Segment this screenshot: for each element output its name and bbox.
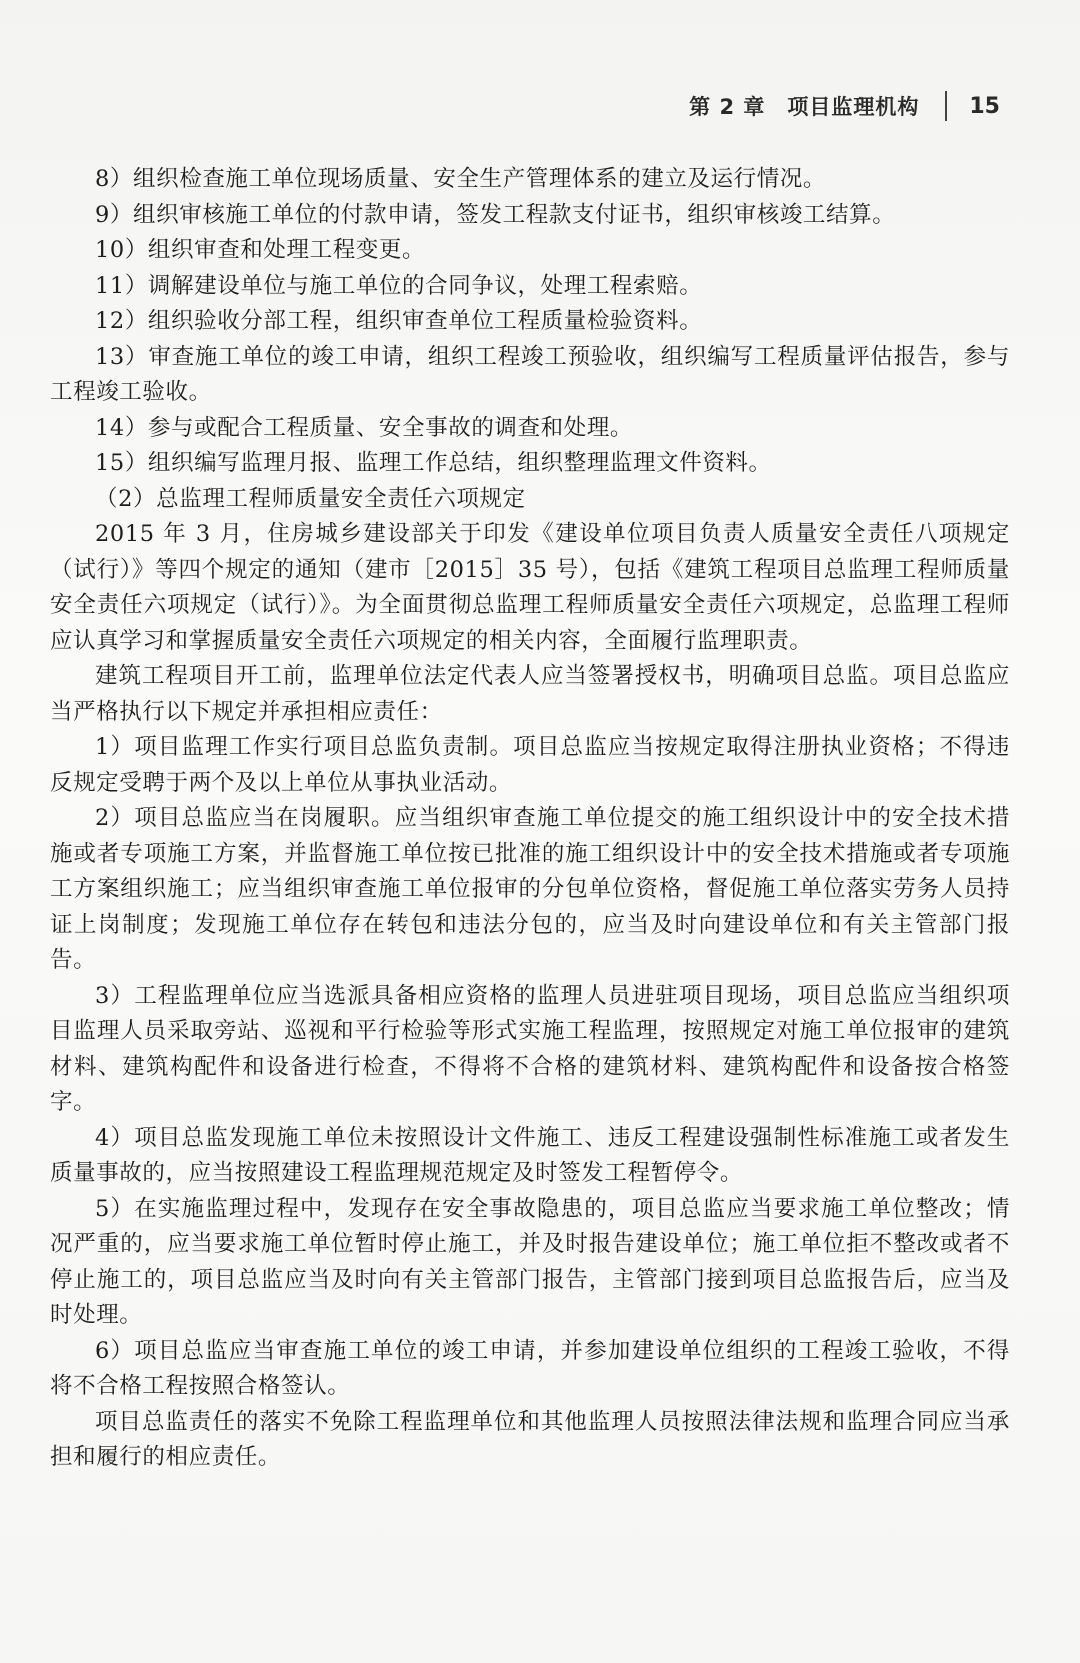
list-item-12: 12）组织验收分部工程，组织审查单位工程质量检验资料。 (95, 308, 703, 334)
rule-item-6: 6）项目总监应当审查施工单位的竣工申请，并参加建设单位组织的工程竣工验收，不得将不合格工程按照合格签认。 (50, 1337, 1010, 1399)
rule-item-1: 1）项目监理工作实行项目总监负责制。项目总监应当按规定取得注册执业资格；不得违反规定受聘于两个及以上单位从事执业活动。 (50, 734, 1010, 796)
chapter-number: 第 2 章 (689, 95, 766, 119)
running-header (689, 86, 1000, 126)
rule-item-5: 5）在实施监理过程中，发现存在安全事故隐患的，项目总监应当要求施工单位整改；情况严重的，应当要求施工单位暂时停止施工，并及时报告建设单位；施工单位拒不整改或者不停止施工的，项目总监应当及时向有关主管部门报告，主管部门接到项目总监报告后，应当及时处理。 (50, 1195, 1010, 1328)
rule-item-3: 3）工程监理单位应当选派具备相应资格的监理人员进驻项目现场，项目总监应当组织项目监理人员采取旁站、巡视和平行检验等形式实施工程监理，按照规定对施工单位报审的建筑材料、建筑构配件和设备进行检查，不得将不合格的建筑材料、建筑构配件和设备按合格签字。 (50, 982, 1010, 1115)
rule-item-4: 4）项目总监发现施工单位未按照设计文件施工、违反工程建设强制性标准施工或者发生质量事故的，应当按照建设工程监理规范规定及时签发工程暂停令。 (50, 1124, 1010, 1186)
page-number: 15 (969, 93, 1000, 119)
header-divider (945, 91, 947, 121)
rule-item-2: 2）项目总监应当在岗履职。应当组织审查施工单位提交的施工组织设计中的安全技术措施或者专项施工方案，并监督施工单位按已批准的施工组织设计中的安全技术措施或者专项施工方案组织施工；应当组织审查施工单位报审的分包单位资格，督促施工单位落实劳务人员持证上岗制度；发现施工单位存在转包和违法分包的，应当及时向建设单位和有关主管部门报告。 (50, 805, 1010, 973)
list-item-10: 10）组织审查和处理工程变更。 (95, 237, 426, 263)
section-heading: （2）总监理工程师质量安全责任六项规定 (95, 485, 526, 512)
paragraph-intro: 建筑工程项目开工前，监理单位法定代表人应当签署授权书，明确项目总监。项目总监应当严格执行以下规定并承担相应责任： (50, 663, 1010, 725)
list-item-8: 8）组织检查施工单位现场质量、安全生产管理体系的建立及运行情况。 (95, 166, 827, 192)
list-item-14: 14）参与或配合工程质量、安全事故的调查和处理。 (95, 414, 634, 441)
body-text (50, 162, 1010, 1476)
paragraph-background: 2015 年 3 月，住房城乡建设部关于印发《建设单位项目负责人质量安全责任八项规定（试行）》等四个规定的通知（建市［2015］35 号），包括《建筑工程项目总监理工程师质量安全责任六项规定（试行）》。为全面贯彻总监理工程师质量安全责任六项规定，总监理工程师应认真学习和掌握质量安全责任六项规定的相关内容，全面履行监理职责。 (50, 521, 1010, 654)
paragraph-conclusion: 项目总监责任的落实不免除工程监理单位和其他监理人员按照法律法规和监理合同应当承担和履行的相应责任。 (50, 1408, 1010, 1470)
list-item-15: 15）组织编写监理月报、监理工作总结，组织整理监理文件资料。 (95, 450, 772, 476)
list-item-9: 9）组织审核施工单位的付款申请，签发工程款支付证书，组织审核竣工结算。 (95, 201, 896, 228)
list-item-11: 11）调解建设单位与施工单位的合同争议，处理工程索赔。 (95, 272, 703, 299)
list-item-13: 13）审查施工单位的竣工申请，组织工程竣工预验收，组织编写工程质量评估报告，参与工程竣工验收。 (50, 343, 1010, 405)
chapter-title: 项目监理机构 (787, 95, 920, 119)
